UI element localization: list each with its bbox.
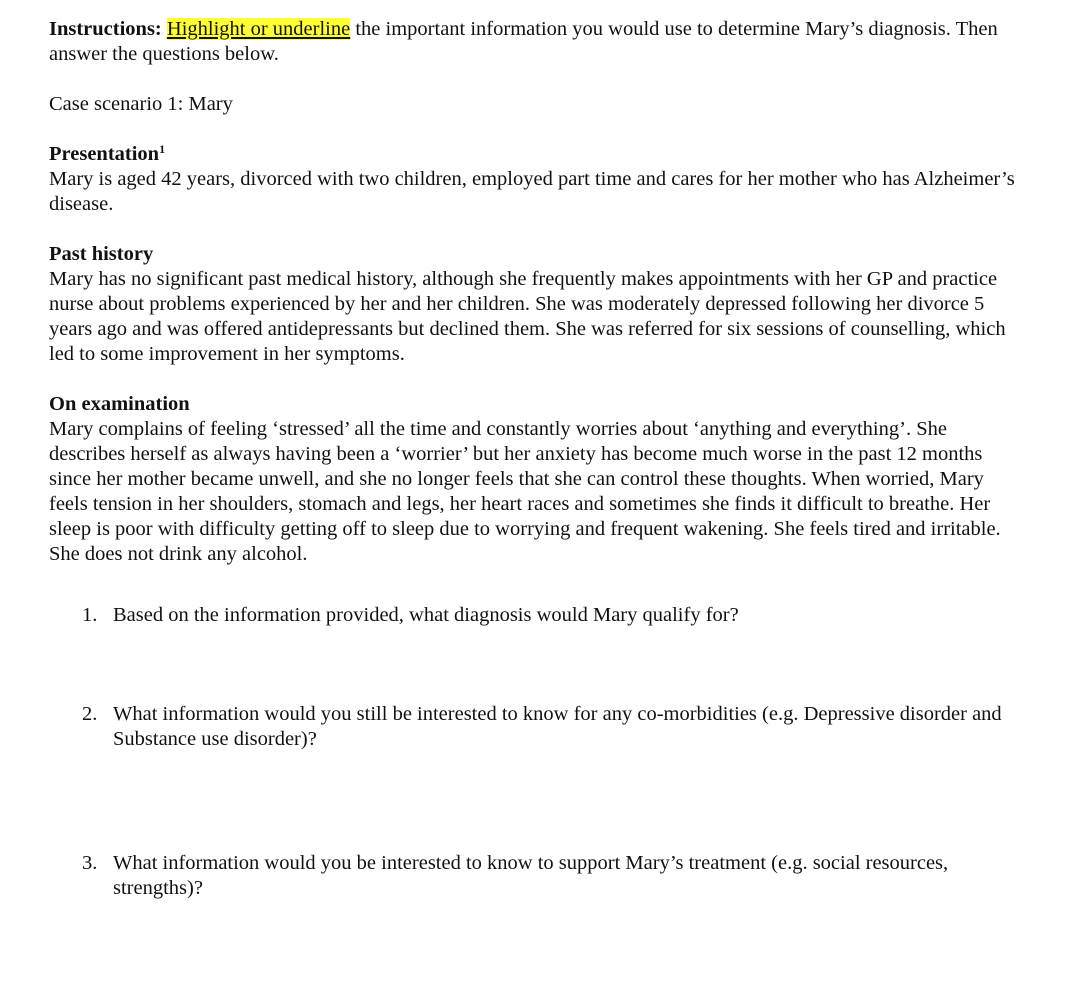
examination-text: Mary complains of feeling ‘stressed’ all the time and constantly worries about ‘anything and everything’. She describes herself as always having been a ‘worrier’ but her anxiety has become much worse in the past 12 months since her mother became unwell, and she no longer feels that she can control these thoughts. When worried, Mary feels tension in her shoulders, stomach and legs, her heart races and sometimes she finds it difficult to breathe. Her sleep is poor with difficulty getting off to sleep due to worrying and frequent wakening. She feels tired and irritable. She does not drink any alcohol.	[49, 418, 1001, 565]
instructions-label: Instructions:	[49, 18, 162, 40]
past-history-section	[49, 242, 1024, 367]
instructions-text: the important information you would use to determine Mary’s diagnosis. Then answer the questions below.	[49, 18, 998, 65]
presentation-heading-text: Presentation	[49, 143, 160, 165]
presentation-section	[49, 142, 1024, 217]
highlighted-text: Highlight or underline	[166, 18, 351, 40]
past-history-text: Mary has no significant past medical history, although she frequently makes appointments with her GP and practice nurse about problems experienced by her and her children. She was moderately depressed following her divorce 5 years ago and was offered antidepressants but declined them. She was referred for six sessions of counselling, which led to some improvement in her symptoms.	[49, 268, 1006, 365]
question-text: What information would you still be interested to know for any co-morbidities (e.g. Depressive disorder and Substance use disorder)?	[113, 703, 1002, 750]
document-page	[49, 17, 1024, 901]
question-number: 2.	[82, 703, 98, 725]
question-number: 1.	[82, 604, 98, 626]
instructions-paragraph	[49, 17, 1024, 67]
question-text: Based on the information provided, what diagnosis would Mary qualify for?	[113, 604, 739, 626]
footnote-marker: 1	[159, 142, 166, 156]
question-item	[49, 603, 1024, 702]
case-title: Case scenario 1: Mary	[49, 93, 233, 115]
questions-list	[49, 603, 1024, 901]
question-item	[49, 851, 1024, 901]
presentation-heading	[49, 142, 1024, 167]
examination-section	[49, 392, 1024, 567]
presentation-text: Mary is aged 42 years, divorced with two children, employed part time and cares for her mother who has Alzheimer’s disease.	[49, 168, 1015, 215]
question-text: What information would you be interested to know to support Mary’s treatment (e.g. social resources, strengths)?	[113, 852, 949, 899]
question-item	[49, 702, 1024, 851]
question-number: 3.	[82, 852, 98, 874]
examination-heading: On examination	[49, 393, 190, 415]
past-history-heading: Past history	[49, 243, 154, 265]
